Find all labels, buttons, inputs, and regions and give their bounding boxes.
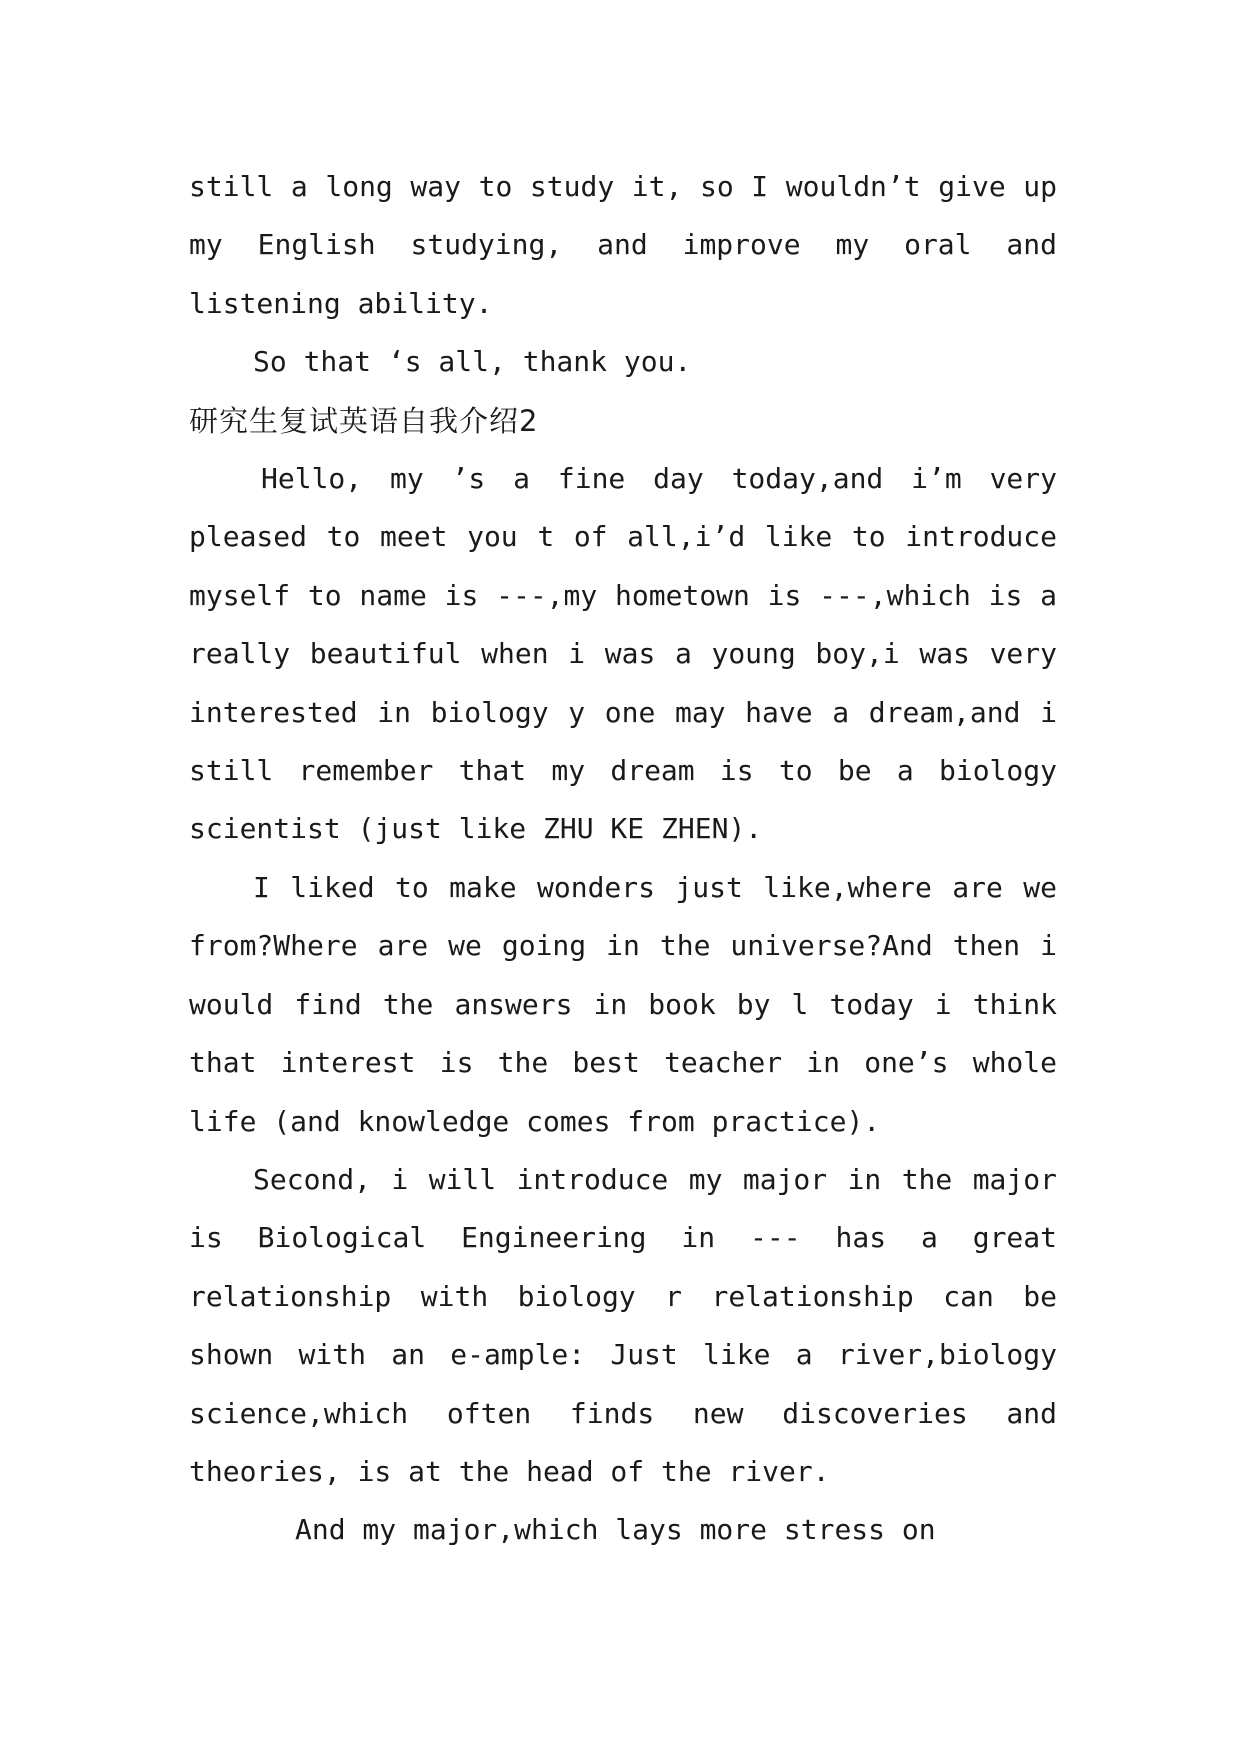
paragraph-final: And my major,which lays more stress on <box>295 1513 936 1547</box>
paragraph-major: Second, i will introduce my major in the major is Biological Engineering in --- has a great relationship with biology r relationship can be shown with an e-ample: Just like a river,biology science,which often finds new discoveries and theories, is at the head of the river. <box>189 1162 1057 1488</box>
paragraph-continuation: still a long way to study it, so I wouldn’t give up my English studying, and improve my oral and listening ability. <box>189 170 1057 320</box>
document-body <box>189 158 1057 1560</box>
paragraph-introduction: Hello, my ’s a fine day today,and i’m very pleased to meet you t of all,i’d like to introduce myself to name is ---,my hometown is ---,which is a really beautiful when i was a young boy,i was very interested in biology y one may have a dream,and i still remember that my dream is to be a biology scientist (just like ZHU KE ZHEN). <box>189 462 1057 846</box>
section-heading: 研究生复试英语自我介绍2 <box>189 403 539 438</box>
paragraph-closing: So that ‘s all, thank you. <box>253 345 692 379</box>
paragraph-wonders: I liked to make wonders just like,where are we from?Where are we going in the universe?And then i would find the answers in book by l today i think that interest is the best teacher in one’s whole life (and knowledge comes from practice). <box>189 870 1057 1138</box>
